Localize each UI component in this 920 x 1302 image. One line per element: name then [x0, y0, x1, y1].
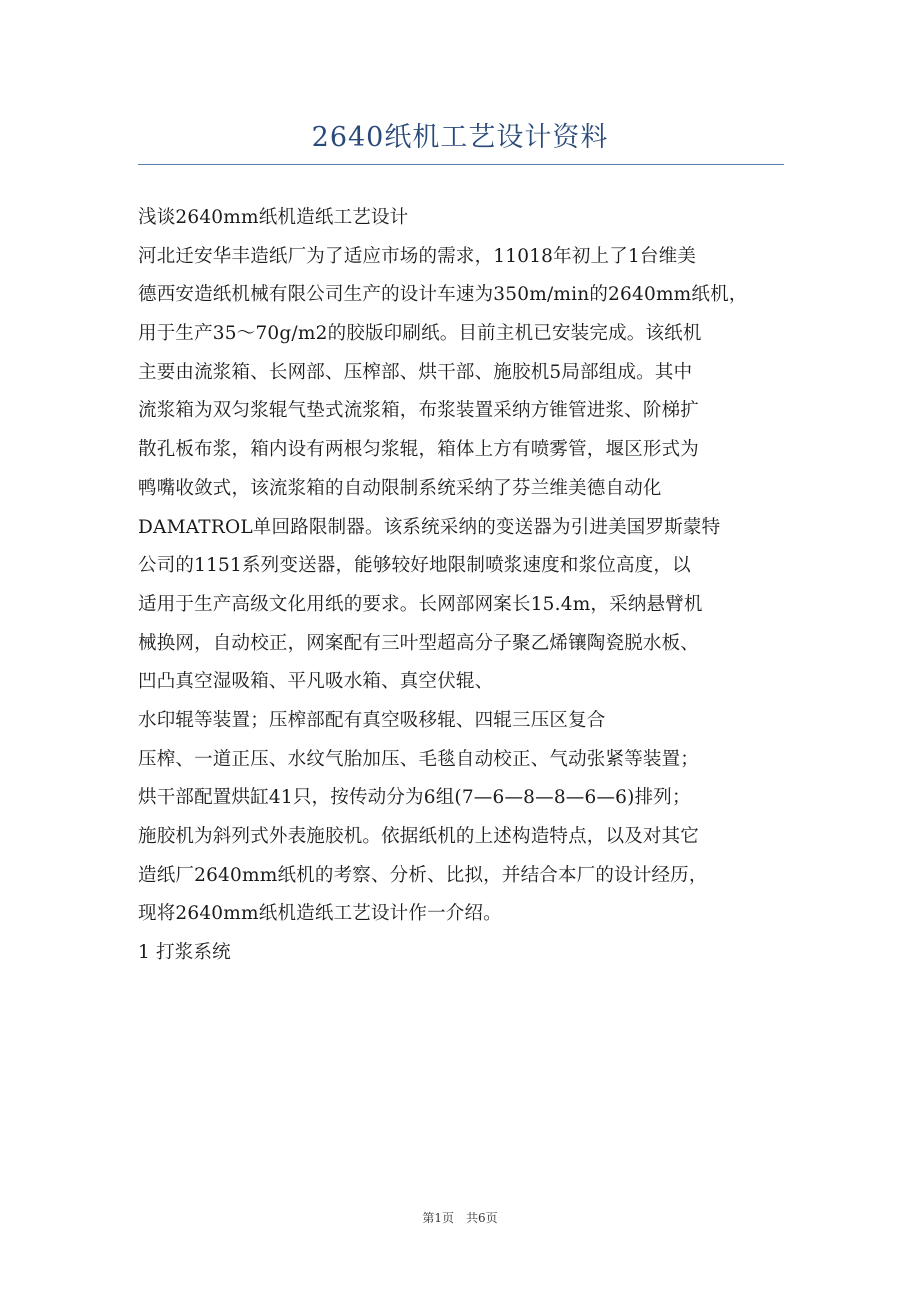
document-title: 2640纸机工艺设计资料	[311, 122, 609, 153]
body-line: 施胶机为斜列式外表施胶机。依据纸机的上述构造特点，以及对其它	[138, 826, 700, 847]
body-line: 德西安造纸机械有限公司生产的设计车速为350m/min的2640mm纸机，	[138, 284, 748, 306]
body-line: 现将2640mm纸机造纸工艺设计作一介绍。	[138, 903, 502, 925]
body-line: 鸭嘴收敛式，该流浆箱的自动限制系统采纳了芬兰维美德自动化	[138, 477, 662, 499]
body-line: 河北迁安华丰造纸厂为了适应市场的需求，11018年初上了1台维美	[138, 245, 697, 267]
body-line: DAMATROL单回路限制器。该系统采纳的变送器为引进美国罗斯蒙特	[138, 516, 721, 538]
body-line: 公司的1151系列变送器，能够较好地限制喷浆速度和浆位高度，以	[138, 555, 691, 577]
section-heading: 1 打浆系统	[138, 942, 231, 964]
body-line: 烘干部配置烘缸41只，按传动分为6组(7—6—8—8—6—6)排列；	[138, 787, 691, 809]
body-line: 压榨、一道正压、水纹气胎加压、毛毯自动校正、气动张紧等装置；	[138, 748, 700, 770]
body-line: 适用于生产高级文化用纸的要求。长网部网案长15.4m，采纳悬臂机	[138, 593, 703, 615]
page-footer: 第1页 共6页	[422, 1211, 498, 1225]
body-line: 凹凸真空湿吸箱、平凡吸水箱、真空伏辊、	[138, 671, 494, 693]
body-line: 械换网，自动校正，网案配有三叶型超高分子聚乙烯镶陶瓷脱水板、	[138, 632, 700, 654]
body-line: 浅谈2640mm纸机造纸工艺设计	[138, 207, 409, 228]
body-line: 主要由流浆箱、长网部、压榨部、烘干部、施胶机5局部组成。其中	[138, 361, 693, 383]
document-body	[138, 199, 798, 973]
body-line: 用于生产35～70g/m2的胶版印刷纸。目前主机已安装完成。该纸机	[138, 323, 702, 345]
title-underline	[138, 164, 784, 165]
body-line: 流浆箱为双匀浆辊气垫式流浆箱，布浆装置采纳方锥管进浆、阶梯扩	[138, 400, 700, 422]
body-line: 水印辊等装置；压榨部配有真空吸移辊、四辊三压区复合	[138, 709, 606, 731]
body-line: 散孔板布浆，箱内设有两根匀浆辊，箱体上方有喷雾管，堰区形式为	[138, 439, 700, 461]
body-line: 造纸厂2640mm纸机的考察、分析、比拟，并结合本厂的设计经历，	[138, 864, 708, 886]
